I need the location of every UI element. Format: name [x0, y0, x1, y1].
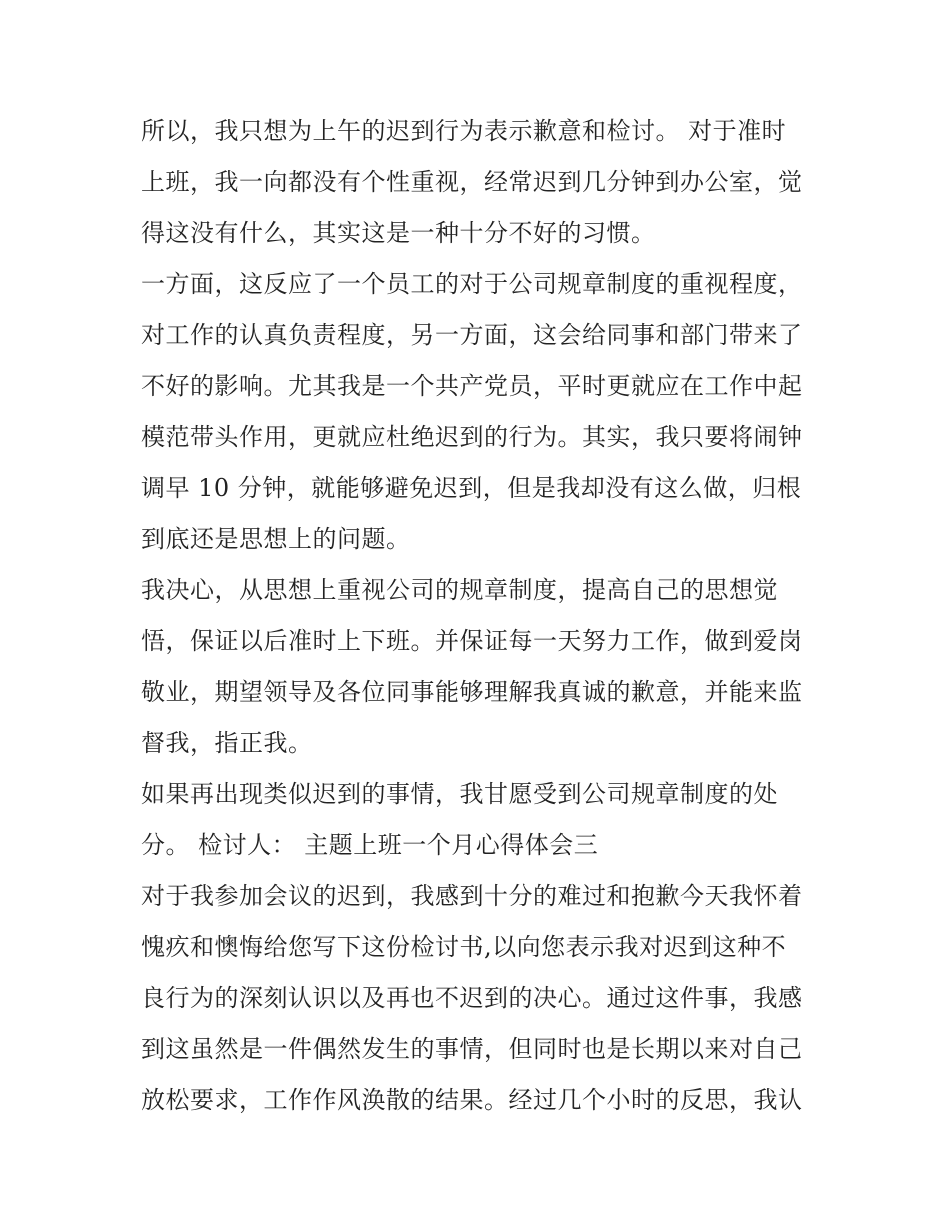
text-line: 得这没有什么，其实这是一种十分不好的习惯。 [141, 219, 656, 247]
text-line: 敬业，期望领导及各位同事能够理解我真诚的歉意，并能来监 [141, 678, 803, 706]
text-line: 对于我参加会议的迟到，我感到十分的难过和抱歉今天我怀着 [141, 882, 803, 910]
text-line: 到底还是思想上的问题。 [141, 525, 411, 553]
text-line: 悟，保证以后准时上下班。并保证每一天努力工作，做到爱岗 [141, 627, 803, 655]
text-line: 所以，我只想为上午的迟到行为表示歉意和检讨。 对于准时 [141, 117, 787, 145]
text-line: 督我，指正我。 [141, 729, 313, 757]
text-line: 分。 检讨人： 主题上班一个月心得体会三 [141, 831, 599, 859]
text-line: 我决心，从思想上重视公司的规章制度，提高自己的思想觉 [141, 576, 778, 604]
text-line: 一方面，这反应了一个员工的对于公司规章制度的重视程度， [141, 270, 803, 298]
text-line: 对工作的认真负责程度，另一方面，这会给同事和部门带来了 [141, 321, 803, 349]
text-line: 如果再出现类似迟到的事情，我甘愿受到公司规章制度的处 [141, 780, 778, 808]
text-line: 不好的影响。尤其我是一个共产党员，平时更就应在工作中起 [141, 372, 803, 400]
document-body [141, 106, 821, 1126]
text-line: 到这虽然是一件偶然发生的事情，但同时也是长期以来对自己 [141, 1035, 803, 1063]
text-line: 良行为的深刻认识以及再也不迟到的决心。通过这件事，我感 [141, 984, 803, 1012]
text-line: 放松要求，工作作风涣散的结果。经过几个小时的反思，我认 [141, 1086, 803, 1114]
text-line: 调早 10 分钟，就能够避免迟到，但是我却没有这么做，归根 [141, 474, 802, 502]
text-line: 上班，我一向都没有个性重视，经常迟到几分钟到办公室，觉 [141, 168, 803, 196]
text-line: 模范带头作用，更就应杜绝迟到的行为。其实，我只要将闹钟 [141, 423, 803, 451]
text-line: 愧疚和懊悔给您写下这份检讨书,以向您表示我对迟到这种不 [141, 933, 787, 961]
